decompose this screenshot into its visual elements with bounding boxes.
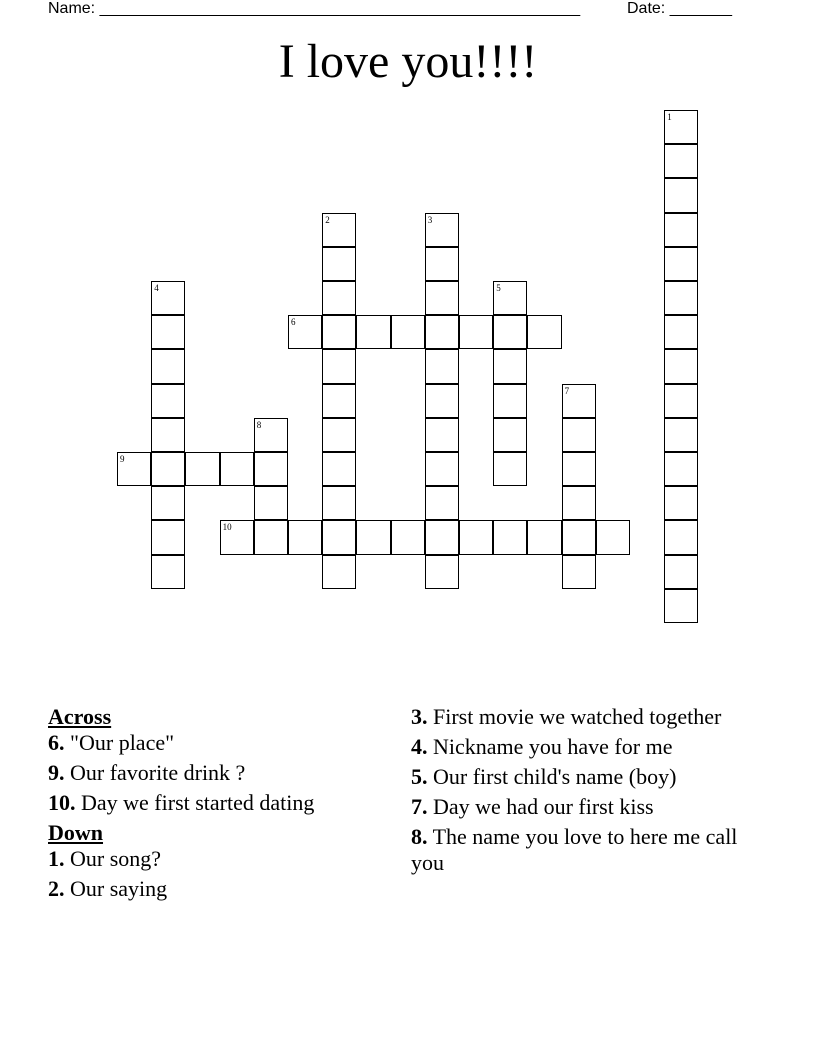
grid-cell[interactable] [151, 452, 185, 486]
grid-cell[interactable] [288, 520, 322, 554]
grid-cell[interactable] [322, 349, 356, 383]
clue-number: 6 [291, 317, 296, 328]
grid-cell[interactable] [664, 178, 698, 212]
grid-cell[interactable] [493, 384, 527, 418]
clue-number: 3 [427, 214, 433, 225]
grid-cell[interactable] [322, 486, 356, 520]
grid-cell[interactable] [322, 247, 356, 281]
clue-down-3: 3. First movie we watched together [411, 704, 722, 729]
grid-cell[interactable] [356, 520, 390, 554]
clue-number: 7 [564, 385, 570, 396]
grid-cell[interactable] [254, 452, 288, 486]
grid-cell[interactable] [562, 555, 596, 589]
grid-cell[interactable] [493, 418, 527, 452]
grid-cell[interactable] [425, 418, 459, 452]
clue-number: 8 [256, 419, 262, 430]
grid-cell[interactable] [254, 486, 288, 520]
grid-cell[interactable] [185, 452, 219, 486]
grid-cell[interactable] [391, 315, 425, 349]
clue-number: 4 [154, 283, 159, 293]
grid-cell[interactable] [151, 486, 185, 520]
date-field-label: Date: _______ [627, 0, 732, 17]
grid-cell[interactable] [527, 520, 561, 554]
clue-number: 2 [325, 214, 330, 225]
clue-number: 5 [496, 283, 501, 293]
grid-cell[interactable] [664, 384, 698, 418]
clue-across-9: 9. Our favorite drink ? [48, 760, 246, 785]
clue-down-4: 4. Nickname you have for me [411, 734, 673, 759]
clue-down-5: 5. Our first child's name (boy) [411, 764, 677, 789]
grid-cell[interactable] [562, 520, 596, 554]
grid-cell[interactable] [151, 418, 185, 452]
clue-number: 9 [120, 454, 125, 464]
grid-cell[interactable] [322, 281, 356, 315]
across-heading: Across [48, 704, 112, 729]
down-heading: Down [48, 820, 104, 845]
grid-cell[interactable] [664, 315, 698, 349]
clues-left-column [48, 704, 388, 906]
grid-cell[interactable] [322, 555, 356, 589]
clue-number: 1 [667, 112, 672, 122]
grid-cell[interactable] [425, 520, 459, 554]
clue-down-2: 2. Our saying [48, 876, 168, 901]
grid-cell[interactable] [562, 486, 596, 520]
grid-cell[interactable] [425, 486, 459, 520]
grid-cell[interactable] [425, 315, 459, 349]
clue-number: 10 [222, 522, 232, 533]
grid-cell[interactable] [425, 349, 459, 383]
grid-cell[interactable] [493, 281, 527, 315]
grid-cell[interactable] [664, 247, 698, 281]
grid-cell[interactable] [254, 418, 288, 452]
grid-cell[interactable] [356, 315, 390, 349]
grid-cell[interactable] [322, 213, 356, 247]
grid-cell[interactable] [493, 452, 527, 486]
grid-cell[interactable] [425, 213, 459, 247]
grid-cell[interactable] [664, 418, 698, 452]
grid-cell[interactable] [151, 349, 185, 383]
grid-cell[interactable] [322, 315, 356, 349]
grid-cell[interactable] [425, 247, 459, 281]
grid-cell[interactable] [664, 452, 698, 486]
grid-cell[interactable] [288, 315, 322, 349]
clue-down-1: 1. Our song? [48, 846, 162, 871]
grid-cell[interactable] [254, 520, 288, 554]
grid-cell[interactable] [425, 384, 459, 418]
clue-down-8: 8. The name you love to here me call you [411, 824, 738, 875]
grid-cell[interactable] [664, 520, 698, 554]
grid-cell[interactable] [527, 315, 561, 349]
grid-cell[interactable] [220, 520, 254, 554]
grid-cell[interactable] [322, 418, 356, 452]
grid-cell[interactable] [493, 349, 527, 383]
grid-cell[interactable] [664, 281, 698, 315]
grid-cell[interactable] [151, 555, 185, 589]
grid-cell[interactable] [596, 520, 630, 554]
grid-cell[interactable] [151, 281, 185, 315]
grid-cell[interactable] [664, 213, 698, 247]
grid-cell[interactable] [220, 452, 254, 486]
grid-cell[interactable] [562, 418, 596, 452]
grid-cell[interactable] [391, 520, 425, 554]
clue-down-7: 7. Day we had our first kiss [411, 794, 654, 819]
grid-cell[interactable] [562, 384, 596, 418]
grid-cell[interactable] [664, 110, 698, 144]
name-field-label: Name: ______________________________________________________ [48, 0, 581, 17]
grid-cell[interactable] [664, 486, 698, 520]
grid-cell[interactable] [151, 315, 185, 349]
grid-cell[interactable] [664, 555, 698, 589]
grid-cell[interactable] [425, 555, 459, 589]
page-title: I love you!!!! [278, 35, 538, 88]
clue-across-6: 6. "Our place" [48, 730, 175, 755]
grid-cell[interactable] [425, 452, 459, 486]
grid-cell[interactable] [493, 520, 527, 554]
grid-cell[interactable] [151, 520, 185, 554]
grid-cell[interactable] [322, 520, 356, 554]
grid-cell[interactable] [117, 452, 151, 486]
grid-cell[interactable] [664, 349, 698, 383]
grid-cell[interactable] [151, 384, 185, 418]
grid-cell[interactable] [493, 315, 527, 349]
grid-cell[interactable] [322, 384, 356, 418]
grid-cell[interactable] [459, 315, 493, 349]
grid-cell[interactable] [562, 452, 596, 486]
clues-right-column [411, 704, 746, 880]
grid-cell[interactable] [425, 281, 459, 315]
grid-cell[interactable] [459, 520, 493, 554]
grid-cell[interactable] [664, 589, 698, 623]
grid-cell[interactable] [322, 452, 356, 486]
clue-across-10: 10. Day we first started dating [48, 790, 315, 815]
grid-cell[interactable] [664, 144, 698, 178]
